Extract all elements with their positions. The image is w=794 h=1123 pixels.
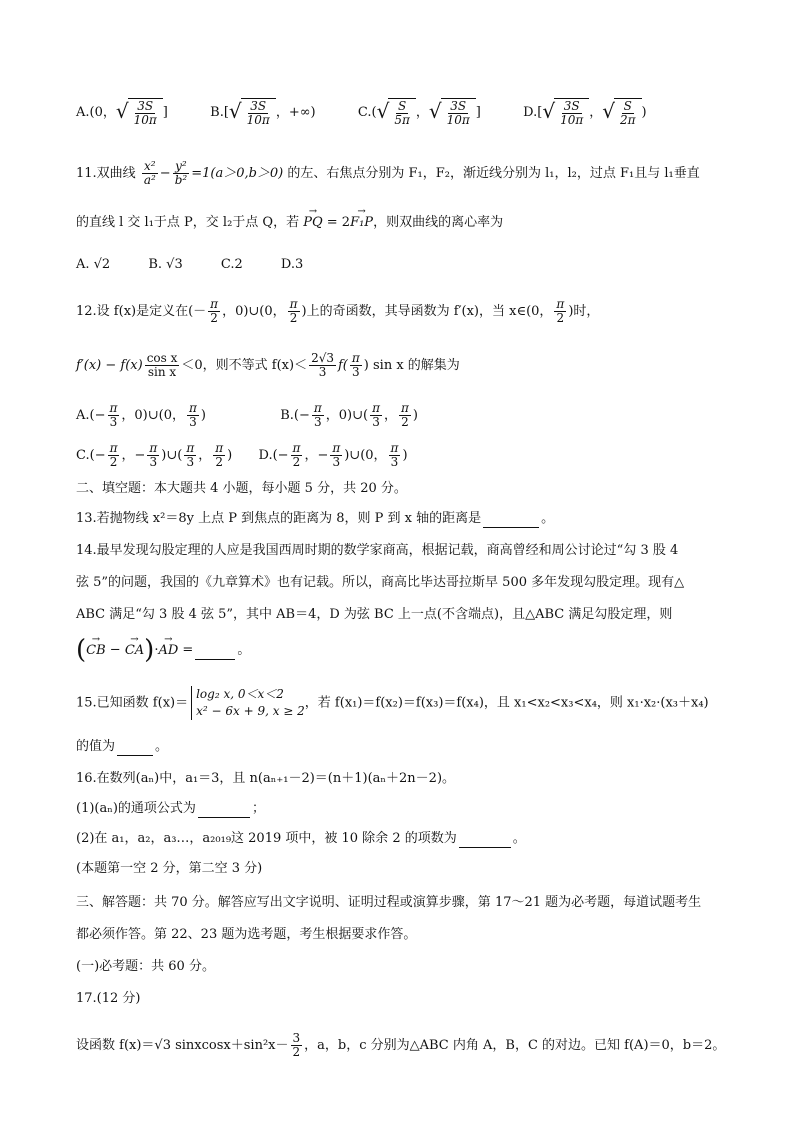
q14-line3: ABC 满足“勾 3 股 4 弦 5”，其中 AB＝4，D 为弦 BC 上一点(不含端点)，且△ABC 满足勾股定理，则	[76, 607, 673, 622]
q10-option-a: A.(0， √ $\frac{3S}{10\pi}$ ]	[76, 99, 168, 127]
section-solutions-line2: 都必须作答。第 22、23 题为选考题，考生根据要求作答。	[76, 927, 417, 942]
q16-line2: (1)(aₙ)的通项公式为 ；	[76, 801, 265, 816]
q13-answer-blank	[483, 513, 539, 528]
q11-line2: 的直线 l 交 l₁于点 P，交 l₂于点 Q，若 → PQ = 2→ F₁P，则双曲线的离心率为	[76, 214, 503, 232]
vector-f1p: → F₁P	[350, 214, 373, 232]
q16-line1: 16.在数列(aₙ)中，a₁＝3，且 n(aₙ₊₁－2)＝(n＋1)(aₙ＋2n－2)。	[76, 771, 456, 786]
q11-option-d: D.3	[280, 257, 304, 272]
q16-answer-blank-2	[459, 833, 511, 848]
q14-line1: 14.最早发现勾股定理的人应是我国西周时期的数学家商高，根据记载，商高曾经和周公讨论过“勾 3 股 4	[76, 543, 679, 558]
q11-option-a: A. √2	[76, 257, 111, 272]
vector-pq: → PQ	[303, 214, 322, 232]
q12-line2: f′(x) − f(x) $\frac{\text{cos x}}{\text{sin x}}$ ＜0，则不等式 f(x)＜ $\frac{2√3}{3}$ f( $\frac{\pi}{3}$ ) sin x 的解集为	[76, 351, 460, 379]
q17-heading: 17.(12 分)	[76, 991, 141, 1006]
q12-option-d: D.(− $\frac{\pi}{2}$ ，− $\frac{\pi}{3}$ )∪(0， $\frac{\pi}{3}$ )	[258, 441, 408, 469]
q11-options	[76, 256, 303, 274]
q10-option-d: D.[ √ $\frac{3S}{10\pi}$ ， √ $\frac{S}{2\pi}$ )	[523, 99, 647, 127]
q17-text: 设函数 f(x)＝√3 sinxcosx＋sin²x－ $\frac{3}{2}$ ，a，b，c 分别为△ABC 内角 A，B，C 的对边。已知 f(A)＝0，b＝2。	[76, 1031, 726, 1059]
q16-answer-blank-1	[198, 803, 250, 818]
q12-options-row1	[76, 402, 418, 429]
q12-options-row2	[76, 442, 408, 469]
q14-line4: (→ CB − → CA)·→ AD = 。	[76, 640, 250, 660]
q14-answer-blank	[195, 645, 235, 660]
q11-option-c: C.2	[220, 257, 243, 272]
q13: 13.若抛物线 x²＝8y 上点 P 到焦点的距离为 8，则 P 到 x 轴的距离是 。	[76, 511, 555, 526]
q15-line1: 15.已知函数 f(x)＝ log₂ x, 0＜x＜2 x² − 6x + 9, x ≥ 2 ，若 f(x₁)＝f(x₂)＝f(x₃)＝f(x₄)，且 x₁<x₂<x₃<x₄，则 x₁·x₂·(x₃＋x₄)	[76, 687, 709, 718]
q15-answer-blank	[117, 741, 153, 756]
q16-line3: (2)在 a₁，a₂，a₃…，a₂₀₁₉这 2019 项中，被 10 除余 2 的项数为 。	[76, 831, 526, 846]
q12-option-a: A.(− $\frac{\pi}{3}$ ，0)∪(0， $\frac{\pi}{3}$ )	[76, 401, 206, 429]
section-fill-in-heading: 二、填空题：本大题共 4 小题，每小题 5 分，共 20 分。	[76, 481, 407, 496]
q10-option-c: C.( √ $\frac{S}{5\pi}$ ， √ $\frac{3S}{10\pi}$ ]	[357, 99, 481, 127]
q12-option-c: C.(− $\frac{\pi}{2}$ ，− $\frac{\pi}{3}$ )∪( $\frac{\pi}{3}$ ， $\frac{\pi}{2}$ )	[76, 441, 233, 469]
q16-line4: (本题第一空 2 分，第二空 3 分)	[76, 861, 263, 876]
piecewise-function: log₂ x, 0＜x＜2 x² − 6x + 9, x ≥ 2	[191, 686, 305, 720]
section-required-heading: (一)必考题：共 60 分。	[76, 959, 215, 974]
section-solutions-line1: 三、解答题：共 70 分。解答应写出文字说明、证明过程或演算步骤，第 17～21 题为必考题，每道试题考生	[76, 895, 702, 910]
q12-option-b: B.(− $\frac{\pi}{3}$ ，0)∪( $\frac{\pi}{3}$ ， $\frac{\pi}{2}$ )	[280, 401, 418, 429]
q14-line2: 弦 5”的问题，我国的《九章算术》也有记载。所以，商高比毕达哥拉斯早 500 多年发现勾股定理。现有△	[76, 575, 685, 590]
q10-option-b: B.[ √ $\frac{3S}{10\pi}$ ，+∞)	[210, 99, 316, 127]
q11-line1: 11.双曲线 $\frac{\text{x²}}{\text{a²}}$ − $\frac{\text{y²}}{\text{b²}}$ =1(a＞0,b＞0) 的左、右焦点分别为 F₁，F₂，渐近线分别为 l₁，l₂，过点 F₁且与 l₁垂直	[76, 159, 700, 187]
q12-line1: 12.设 f(x)是定义在(－ $\frac{\pi}{2}$ ，0)∪(0， $\frac{\pi}{2}$ )上的奇函数，其导函数为 f′(x)，当 x∈(0， $\frac{\pi}{2}$ )时，	[76, 297, 600, 325]
q11-option-b: B. √3	[148, 257, 183, 272]
q15-line2: 的值为 。	[76, 739, 169, 754]
q10-options	[76, 98, 647, 127]
